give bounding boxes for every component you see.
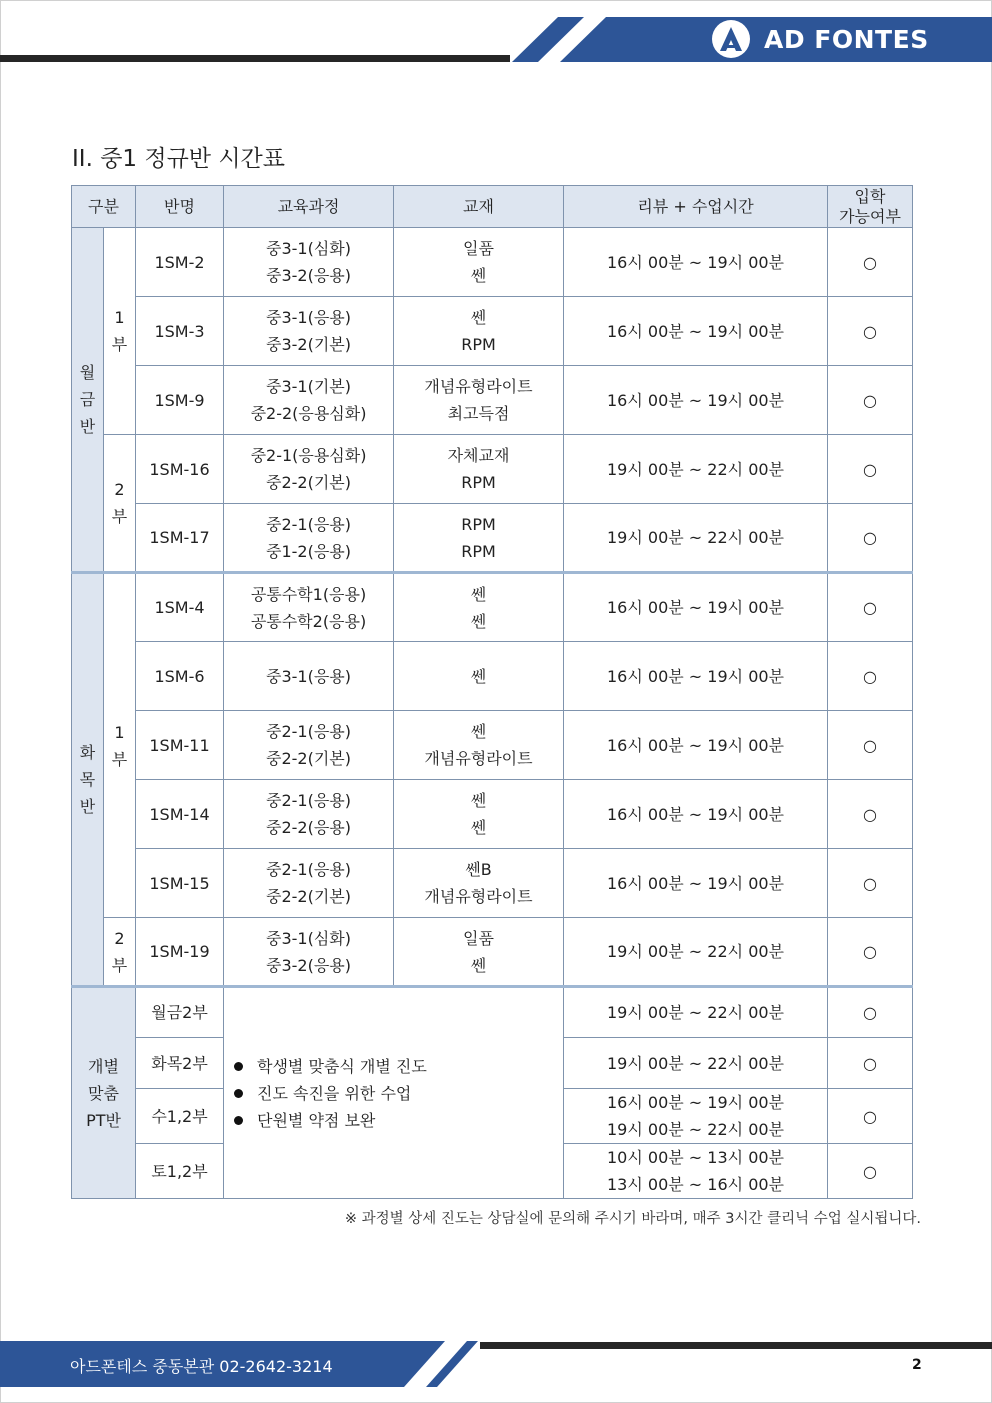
time-cell: 16시 00분 ~ 19시 00분 <box>564 366 828 435</box>
class-name: 1SM-3 <box>136 297 224 366</box>
book-cell: 개념유형라이트 최고득점 <box>394 366 564 435</box>
col-header-time: 리뷰 + 수업시간 <box>564 186 828 228</box>
time-cell: 19시 00분 ~ 22시 00분 <box>564 987 828 1038</box>
bullet-text: 학생별 맞춤식 개별 진도 <box>257 1056 427 1076</box>
course-cell: 공통수학1(응용) 공통수학2(응용) <box>224 573 394 642</box>
book-cell: 일품 쎈 <box>394 918 564 987</box>
part-label: 1 부 <box>104 228 136 435</box>
time-cell: 10시 00분 ~ 13시 00분 13시 00분 ~ 16시 00분 <box>564 1144 828 1199</box>
table-row <box>72 504 913 573</box>
schedule-table <box>71 185 913 1199</box>
course-cell: 중2-1(응용) 중2-2(기본) <box>224 849 394 918</box>
course-cell: 중3-1(심화) 중3-2(응용) <box>224 228 394 297</box>
table-row <box>72 366 913 435</box>
course-cell: 중3-1(응용) 중3-2(기본) <box>224 297 394 366</box>
footer-contact: 아드폰테스 중동본관 02-2642-3214 <box>70 1357 333 1376</box>
bullet-icon <box>234 1089 243 1098</box>
bullet-item <box>234 1053 563 1080</box>
class-name: 1SM-14 <box>136 780 224 849</box>
time-cell: 19시 00분 ~ 22시 00분 <box>564 435 828 504</box>
time-cell: 19시 00분 ~ 22시 00분 <box>564 504 828 573</box>
course-cell: 중2-1(응용) 중1-2(응용) <box>224 504 394 573</box>
table-row <box>72 987 913 1038</box>
course-cell: 중3-1(심화) 중3-2(응용) <box>224 918 394 987</box>
book-cell: 쎈 쎈 <box>394 573 564 642</box>
col-header-book: 교재 <box>394 186 564 228</box>
col-header-availability: 입학 가능여부 <box>828 186 913 228</box>
time-cell: 16시 00분 ~ 19시 00분 <box>564 849 828 918</box>
availability-cell: ○ <box>828 1038 913 1089</box>
table-row <box>72 228 913 297</box>
bullet-item <box>234 1080 563 1107</box>
logo-text: AD FONTES <box>764 24 929 54</box>
book-cell: RPM RPM <box>394 504 564 573</box>
time-cell: 16시 00분 ~ 19시 00분 <box>564 711 828 780</box>
table-row <box>72 780 913 849</box>
course-cell: 중2-1(응용) 중2-2(응용) <box>224 780 394 849</box>
class-name: 1SM-6 <box>136 642 224 711</box>
availability-cell: ○ <box>828 435 913 504</box>
table-row <box>72 297 913 366</box>
footnote: ※ 과정별 상세 진도는 상담실에 문의해 주시기 바라며, 매주 3시간 클리닉 수업 실시됩니다. <box>344 1211 921 1227</box>
time-cell: 19시 00분 ~ 22시 00분 <box>564 918 828 987</box>
availability-cell: ○ <box>828 711 913 780</box>
availability-cell: ○ <box>828 918 913 987</box>
bullet-text: 단원별 약점 보완 <box>257 1110 376 1130</box>
availability-cell: ○ <box>828 1089 913 1144</box>
availability-cell: ○ <box>828 849 913 918</box>
availability-cell: ○ <box>828 228 913 297</box>
bullet-item <box>234 1107 563 1134</box>
book-cell: 쎈B 개념유형라이트 <box>394 849 564 918</box>
table-row <box>72 573 913 642</box>
bullet-icon <box>234 1116 243 1125</box>
class-name: 1SM-9 <box>136 366 224 435</box>
class-name: 1SM-4 <box>136 573 224 642</box>
col-header-class: 반명 <box>136 186 224 228</box>
class-name: 토1,2부 <box>136 1144 224 1199</box>
availability-cell: ○ <box>828 987 913 1038</box>
table-row <box>72 642 913 711</box>
time-cell: 16시 00분 ~ 19시 00분 <box>564 780 828 849</box>
time-cell: 16시 00분 ~ 19시 00분 <box>564 228 828 297</box>
page-title: II. 중1 정규반 시간표 <box>72 146 285 172</box>
book-cell: 쎈 쎈 <box>394 780 564 849</box>
page-number: 2 <box>912 1357 922 1373</box>
course-cell: 중2-1(응용심화) 중2-2(기본) <box>224 435 394 504</box>
book-cell: 쎈 <box>394 642 564 711</box>
group-label: 월 금 반 <box>72 228 104 573</box>
class-name: 수1,2부 <box>136 1089 224 1144</box>
class-name: 1SM-19 <box>136 918 224 987</box>
part-label: 1 부 <box>104 573 136 918</box>
part-label: 2 부 <box>104 435 136 573</box>
availability-cell: ○ <box>828 1144 913 1199</box>
book-cell: 자체교재 RPM <box>394 435 564 504</box>
time-cell: 16시 00분 ~ 19시 00분 19시 00분 ~ 22시 00분 <box>564 1089 828 1144</box>
class-name: 화목2부 <box>136 1038 224 1089</box>
class-name: 1SM-11 <box>136 711 224 780</box>
class-name: 1SM-16 <box>136 435 224 504</box>
table-row <box>72 435 913 504</box>
logo-icon <box>712 20 750 58</box>
time-cell: 16시 00분 ~ 19시 00분 <box>564 573 828 642</box>
book-cell: 쎈 개념유형라이트 <box>394 711 564 780</box>
brand-logo <box>712 20 929 58</box>
group-label: 개별 맞춤 PT반 <box>72 987 136 1199</box>
class-name: 월금2부 <box>136 987 224 1038</box>
class-name: 1SM-17 <box>136 504 224 573</box>
availability-cell: ○ <box>828 297 913 366</box>
book-cell: 일품 쎈 <box>394 228 564 297</box>
course-cell: 중3-1(기본) 중2-2(응용심화) <box>224 366 394 435</box>
time-cell: 16시 00분 ~ 19시 00분 <box>564 297 828 366</box>
table-row <box>72 849 913 918</box>
availability-cell: ○ <box>828 780 913 849</box>
book-cell: 쎈 RPM <box>394 297 564 366</box>
table-row <box>72 918 913 987</box>
bullet-text: 진도 속진을 위한 수업 <box>257 1083 412 1103</box>
availability-cell: ○ <box>828 642 913 711</box>
time-cell: 19시 00분 ~ 22시 00분 <box>564 1038 828 1089</box>
table-header-row <box>72 186 913 228</box>
table-row <box>72 711 913 780</box>
pt-description <box>224 987 564 1199</box>
part-label: 2 부 <box>104 918 136 987</box>
col-header-category: 구분 <box>72 186 136 228</box>
time-cell: 16시 00분 ~ 19시 00분 <box>564 642 828 711</box>
class-name: 1SM-15 <box>136 849 224 918</box>
col-header-course: 교육과정 <box>224 186 394 228</box>
course-cell: 중3-1(응용) <box>224 642 394 711</box>
availability-cell: ○ <box>828 366 913 435</box>
class-name: 1SM-2 <box>136 228 224 297</box>
course-cell: 중2-1(응용) 중2-2(기본) <box>224 711 394 780</box>
bullet-icon <box>234 1062 243 1071</box>
availability-cell: ○ <box>828 573 913 642</box>
availability-cell: ○ <box>828 504 913 573</box>
group-label: 화 목 반 <box>72 573 104 987</box>
